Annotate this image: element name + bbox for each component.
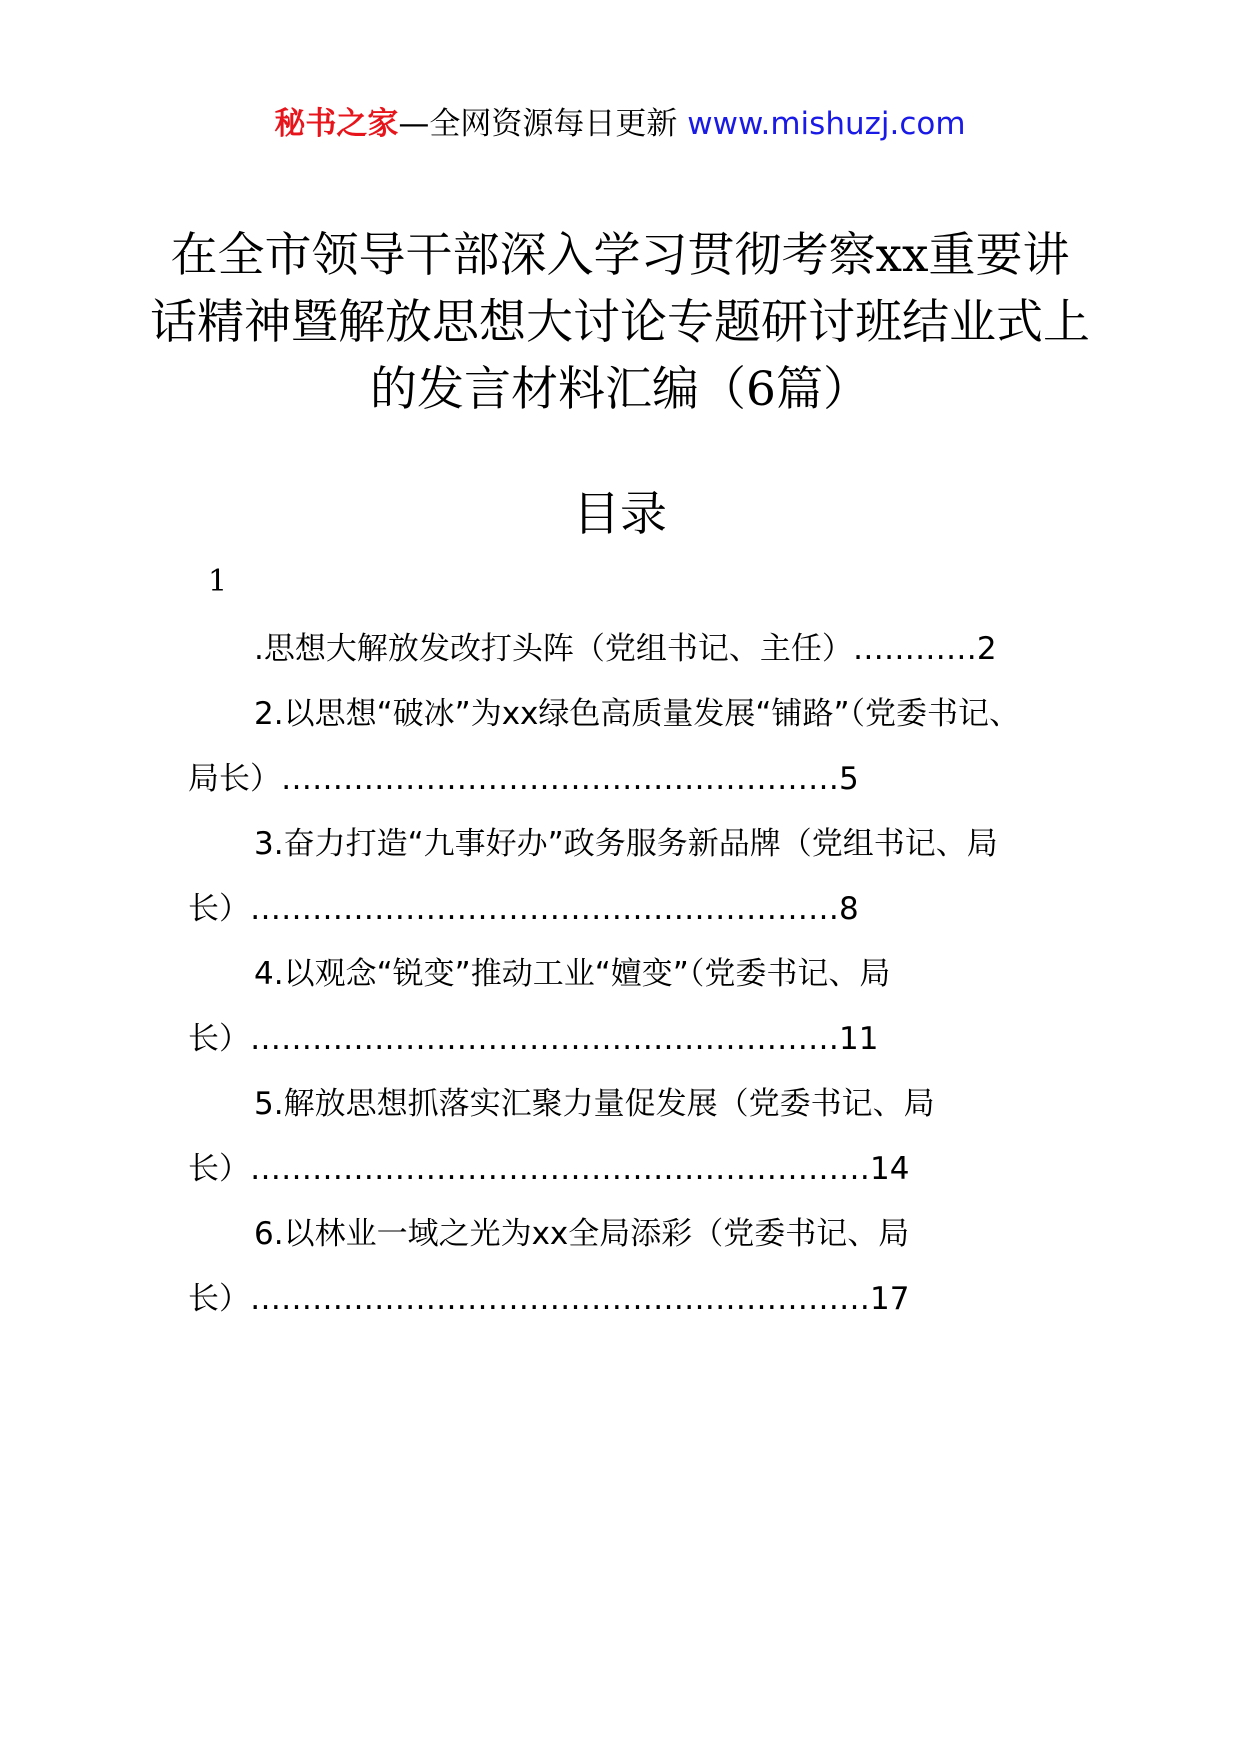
document-title: 在全市领导干部深入学习贯彻考察xx重要讲话精神暨解放思想大讨论专题研讨班结业式上的发言材料汇编（6篇） <box>150 228 1090 417</box>
toc-entry-leader: …………………………………………………… <box>250 1281 870 1317</box>
toc-entry-leader: …………………………………………………… <box>250 1151 870 1187</box>
toc-entry-leader: ………… <box>852 631 977 667</box>
toc-entry-text: 4.以观念“锐变”推动工业“嬗变”（党委书记、局长） <box>188 956 891 1057</box>
toc-entry-page: 11 <box>839 1021 879 1057</box>
toc-entry-page: 2 <box>976 631 997 667</box>
toc-entry-text: 5.解放思想抓落实汇聚力量促发展（党委书记、局长） <box>188 1086 935 1187</box>
site-url-link[interactable]: www.mishuzj.com <box>687 106 966 142</box>
toc-entry-5[interactable] <box>188 1072 1050 1202</box>
site-slogan: —全网资源每日更新 <box>398 106 688 142</box>
toc-heading: 目录 <box>573 487 667 542</box>
toc-entry-leader: ……………………………………………… <box>281 761 839 797</box>
toc-entry-page: 8 <box>839 891 859 927</box>
site-header <box>0 100 1240 148</box>
table-of-contents <box>188 617 1050 1332</box>
toc-entry-text: 6.以林业一域之光为xx全局添彩（党委书记、局长） <box>188 1216 910 1317</box>
toc-entry-text: 2.以思想“破冰”为xx绿色高质量发展“铺路”（党委书记、局长） <box>188 696 1021 797</box>
toc-entry-leader: ………………………………………………… <box>250 891 839 927</box>
stray-number: 1 <box>208 564 228 599</box>
toc-entry-4[interactable] <box>188 942 1050 1072</box>
toc-entry-6[interactable] <box>188 1202 1050 1332</box>
toc-entry-1[interactable] <box>188 617 1050 682</box>
toc-entry-text: 3.奋力打造“九事好办”政务服务新品牌（党组书记、局长） <box>188 826 998 927</box>
site-brand: 秘书之家 <box>274 106 399 142</box>
toc-entry-3[interactable] <box>188 812 1050 942</box>
toc-entry-page: 17 <box>870 1281 910 1317</box>
toc-entry-text: .思想大解放发改打头阵（党组书记、主任） <box>254 631 853 667</box>
toc-entry-leader: ………………………………………………… <box>250 1021 839 1057</box>
toc-entry-page: 5 <box>839 761 859 797</box>
toc-entry-page: 14 <box>870 1151 910 1187</box>
toc-entry-2[interactable] <box>188 682 1050 812</box>
